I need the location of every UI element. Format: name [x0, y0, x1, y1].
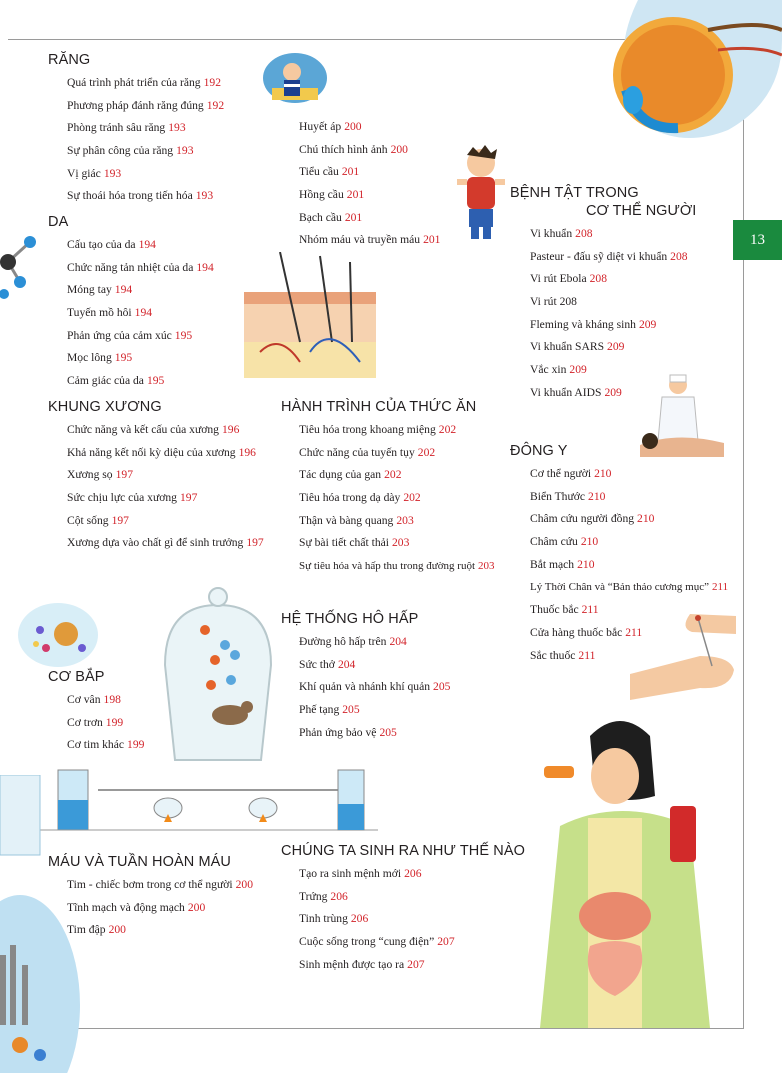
toc-item[interactable]: Sự thoái hóa trong tiến hóa 193	[67, 189, 214, 203]
toc-item[interactable]: Phế tạng 205	[299, 703, 360, 717]
section-title: HÀNH TRÌNH CỦA THỨC ĂN	[281, 399, 477, 415]
toc-item[interactable]: Tiểu cầu 201	[299, 165, 360, 179]
toc-item[interactable]: Vi khuẩn AIDS 209	[530, 385, 622, 399]
toc-item[interactable]: Phản ứng bảo vệ 205	[299, 725, 397, 739]
toc-list	[48, 234, 214, 393]
toc-item[interactable]: Xương sọ 197	[67, 468, 133, 482]
toc-item[interactable]: Tim đập 200	[67, 923, 126, 937]
toc-item[interactable]: Sự tiêu hóa và hấp thu trong đường ruột 203	[299, 560, 495, 573]
section-title: HỆ THỐNG HÔ HẤP	[281, 611, 419, 627]
toc-list	[48, 874, 253, 942]
toc-item[interactable]: Bạch cầu 201	[299, 210, 363, 224]
toc-item[interactable]: Hồng cầu 201	[299, 188, 365, 202]
toc-item[interactable]: Cảm giác của da 195	[67, 374, 165, 388]
lab-apparatus-illustration	[38, 760, 378, 840]
toc-item[interactable]: Vi rút Ebola 208	[530, 272, 608, 286]
toc-item[interactable]: Huyết áp 200	[299, 120, 362, 133]
section-title: BỆNH TẬT TRONG	[510, 185, 639, 201]
toc-item[interactable]: Châm cứu 210	[530, 535, 599, 549]
toc-list	[48, 419, 264, 555]
toc-item[interactable]: Chức năng tản nhiệt của da 194	[67, 260, 214, 274]
toc-item[interactable]: Cơ thể người 210	[530, 467, 612, 480]
section-ho-hap	[281, 611, 450, 744]
toc-item[interactable]: Bắt mạch 210	[530, 557, 595, 571]
toc-item[interactable]: Tiêu hóa trong khoang miệng 202	[299, 423, 457, 436]
toc-item[interactable]: Cột sống 197	[67, 513, 129, 527]
toc-list	[48, 72, 224, 208]
toc-item[interactable]: Cơ tim khác 199	[67, 738, 145, 752]
section-title: CHÚNG TA SINH RA NHƯ THẾ NÀO	[281, 843, 525, 859]
toc-item[interactable]: Phản ứng của cảm xúc 195	[67, 328, 193, 342]
toc-list	[281, 419, 495, 578]
toc-item[interactable]: Nhóm máu và truyền máu 201	[299, 233, 441, 247]
toc-item[interactable]: Sự bài tiết chất thải 203	[299, 536, 410, 550]
toc-item[interactable]: Sắc thuốc 211	[530, 648, 596, 662]
toc-item[interactable]: Đường hô hấp trên 204	[299, 635, 407, 648]
toc-item[interactable]: Fleming và kháng sinh 209	[530, 317, 657, 331]
section-mau	[48, 854, 253, 942]
toc-item[interactable]: Biển Thước 210	[530, 489, 606, 503]
page-number-tab	[733, 220, 782, 260]
section-rang	[48, 52, 224, 208]
toc-item[interactable]: Sức thở 204	[299, 657, 356, 671]
toc-item[interactable]: Phương pháp đánh răng đúng 192	[67, 98, 225, 112]
section-mau-continued	[299, 116, 440, 252]
toc-item[interactable]: Tác dụng của gan 202	[299, 468, 402, 482]
section-da	[48, 214, 214, 393]
toc-item[interactable]: Tinh trùng 206	[299, 912, 369, 926]
section-khung-xuong	[48, 399, 264, 555]
toc-item[interactable]: Lý Thời Chân và “Bản thảo cương mục” 211	[530, 581, 729, 594]
section-title: ĐÔNG Y	[510, 443, 568, 459]
page-number: 13	[750, 231, 765, 248]
boy-brushing-teeth-illustration	[262, 52, 328, 104]
toc-item[interactable]: Vi khuẩn 208	[530, 227, 593, 240]
molecule-model-illustration	[0, 222, 42, 322]
toc-item[interactable]: Vi rút 208	[530, 295, 577, 309]
toc-item[interactable]: Chức năng và kết cấu của xương 196	[67, 423, 240, 436]
section-title: MÁU VÀ TUẦN HOÀN MÁU	[48, 854, 232, 870]
toc-item[interactable]: Móng tay 194	[67, 283, 133, 297]
toc-item[interactable]: Cơ trơn 199	[67, 715, 124, 729]
toc-item[interactable]: Châm cứu người đồng 210	[530, 512, 655, 526]
toc-item[interactable]: Vắc xin 209	[530, 363, 587, 377]
skin-cross-section-illustration	[240, 252, 378, 380]
toc-item[interactable]: Quá trình phát triển của răng 192	[67, 76, 221, 89]
boy-figure-illustration	[453, 145, 509, 243]
eye-cross-section-illustration	[598, 0, 782, 150]
toc-item[interactable]: Cấu tạo của da 194	[67, 238, 156, 251]
toc-item[interactable]: Cơ vân 198	[67, 693, 121, 706]
toc-item[interactable]: Vi khuẩn SARS 209	[530, 340, 625, 354]
toc-list	[510, 463, 728, 667]
section-title: CƠ BẮP	[48, 669, 105, 685]
toc-item[interactable]: Trứng 206	[299, 889, 348, 903]
section-title: DA	[48, 214, 69, 230]
toc-item[interactable]: Cuộc sống trong “cung điện” 207	[299, 935, 455, 949]
toc-item[interactable]: Sự phân công của răng 193	[67, 144, 194, 158]
toc-item[interactable]: Tĩnh mạch và động mạch 200	[67, 900, 206, 914]
toc-item[interactable]: Vị giác 193	[67, 166, 122, 180]
section-dong-y	[510, 443, 728, 667]
toc-item[interactable]: Chú thích hình ảnh 200	[299, 142, 408, 156]
toc-list	[510, 223, 696, 405]
toc-item[interactable]: Tuyến mồ hôi 194	[67, 306, 153, 320]
toc-item[interactable]: Xương dựa vào chất gì để sinh trưởng 197	[67, 536, 264, 550]
toc-item[interactable]: Tiêu hóa trong dạ dày 202	[299, 491, 421, 505]
toc-item[interactable]: Pasteur - đấu sỹ diệt vi khuẩn 208	[530, 249, 688, 263]
toc-item[interactable]: Mọc lông 195	[67, 351, 133, 365]
section-title: KHUNG XƯƠNG	[48, 399, 162, 415]
toc-item[interactable]: Cửa hàng thuốc bắc 211	[530, 625, 643, 639]
section-benh-tat	[510, 185, 696, 405]
bell-jar-mouse-illustration	[155, 585, 281, 765]
section-sinh-ra	[281, 843, 525, 976]
section-title: RĂNG	[48, 52, 91, 68]
toc-item[interactable]: Tạo ra sinh mệnh mới 206	[299, 867, 422, 880]
section-hanh-trinh	[281, 399, 495, 578]
toc-item[interactable]: Khả năng kết nối kỳ diệu của xương 196	[67, 445, 256, 459]
toc-item[interactable]: Chức năng của tuyến tụy 202	[299, 445, 436, 459]
toc-list	[299, 116, 440, 252]
bacteria-cell-illustration	[16, 600, 100, 670]
toc-item[interactable]: Sinh mệnh được tạo ra 207	[299, 957, 425, 971]
toc-item[interactable]: Thuốc bắc 211	[530, 603, 599, 617]
toc-list	[48, 689, 144, 757]
toc-list	[281, 863, 525, 976]
toc-item[interactable]: Tim - chiếc bơm trong cơ thể người 200	[67, 878, 253, 891]
toc-list	[281, 631, 450, 744]
woman-digestive-system-illustration	[520, 706, 736, 1028]
toc-item[interactable]: Khí quản và nhánh khí quản 205	[299, 680, 451, 694]
toc-item[interactable]: Sức chịu lực của xương 197	[67, 491, 198, 505]
section-title-line2: CƠ THỂ NGƯỜI	[586, 203, 697, 219]
toc-item[interactable]: Phòng tránh sâu răng 193	[67, 121, 186, 135]
toc-item[interactable]: Thận và bàng quang 203	[299, 513, 414, 527]
section-co-bap	[48, 669, 144, 757]
